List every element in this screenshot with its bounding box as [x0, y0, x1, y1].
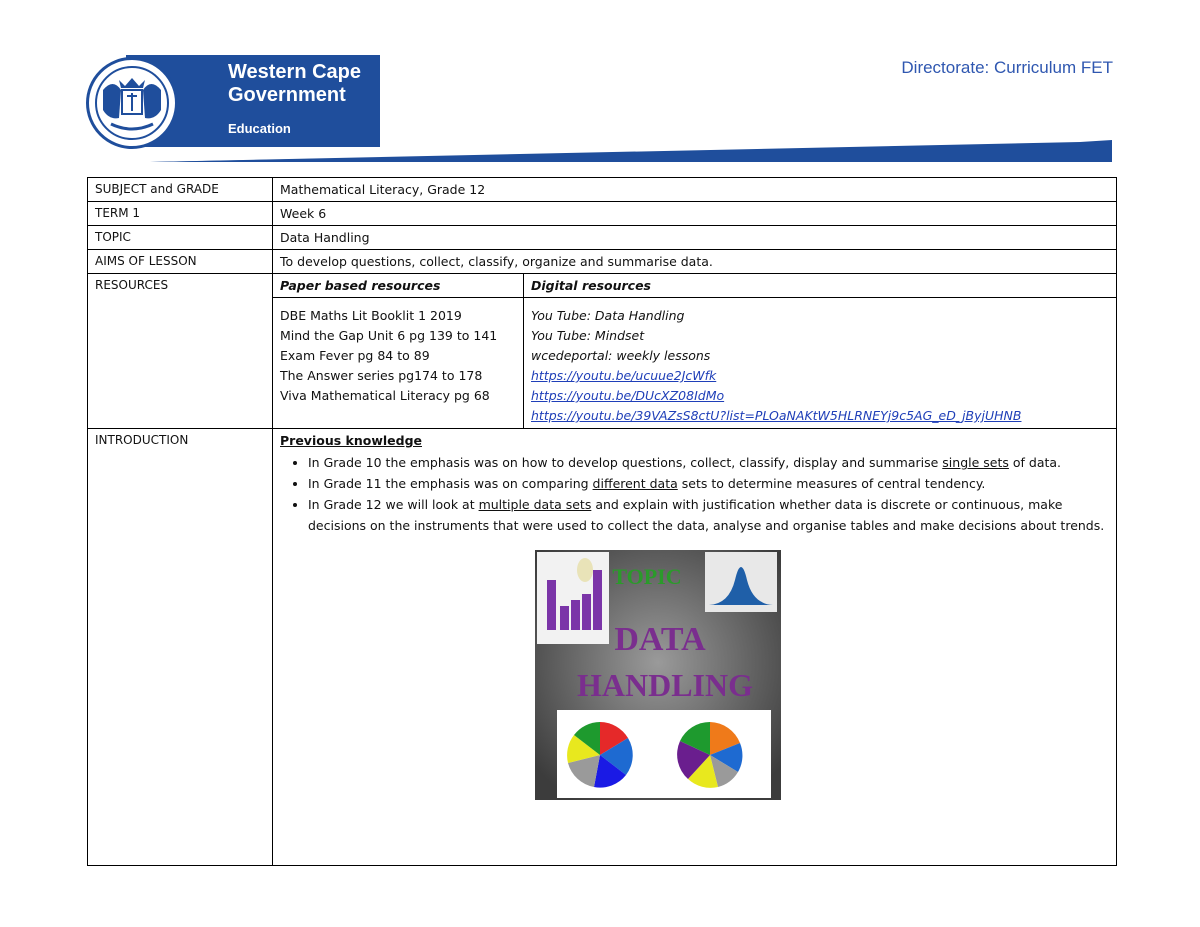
list-item: The Answer series pg174 to 178 — [280, 368, 483, 383]
list-item: Exam Fever pg 84 to 89 — [280, 348, 430, 363]
aims-value: To develop questions, collect, classify, organize and summarise data. — [273, 250, 1117, 274]
table-row — [88, 250, 1117, 274]
paper-resources-heading: Paper based resources — [273, 274, 524, 298]
handling-word: HANDLING — [576, 667, 754, 703]
list-item: You Tube: Data Handling — [531, 308, 685, 323]
intro-label: INTRODUCTION — [88, 429, 273, 866]
subject-label: SUBJECT and GRADE — [88, 178, 273, 202]
bar-chart-thumbnail — [537, 552, 609, 644]
list-item: DBE Maths Lit Booklit 1 2019 — [280, 308, 462, 323]
term-value: Week 6 — [273, 202, 1117, 226]
logo-subtitle: Education — [228, 121, 291, 136]
directorate-heading: Directorate: Curriculum FET — [901, 58, 1113, 77]
bullet-emphasis: single sets — [942, 455, 1009, 470]
header-swoosh — [150, 136, 1112, 164]
digital-resources-heading: Digital resources — [524, 274, 1117, 298]
intro-content — [273, 429, 1117, 866]
list-item — [308, 452, 1109, 473]
bullet-text: of data. — [1008, 455, 1062, 470]
paper-resources-list — [273, 298, 524, 429]
table-row — [88, 226, 1117, 250]
digital-resources-list — [524, 298, 1117, 429]
logo-title-line2: Government — [228, 84, 346, 106]
list-item: wcedeportal: weekly lessons — [531, 348, 711, 363]
normal-curve-thumbnail — [705, 552, 777, 612]
term-label: TERM 1 — [88, 202, 273, 226]
aims-label: AIMS OF LESSON — [88, 250, 273, 274]
list-item — [308, 494, 1109, 536]
logo-title — [228, 61, 361, 107]
bullet-text: In Grade 12 we will look at — [308, 497, 479, 512]
data-word: DATA — [614, 621, 706, 658]
list-item — [308, 473, 1109, 494]
wcg-logo — [86, 55, 380, 148]
bullet-emphasis: multiple data sets — [478, 497, 592, 512]
table-row — [88, 429, 1117, 866]
pie-charts-thumbnail — [557, 710, 771, 798]
intro-bullets — [280, 452, 1109, 536]
data-handling-topic-image — [535, 550, 781, 800]
lesson-plan-table — [87, 177, 1117, 866]
resources-label: RESOURCES — [88, 274, 273, 429]
youtube-link-2[interactable]: https://youtu.be/DUcXZ08IdMo — [531, 388, 725, 403]
logo-title-line1: Western Cape — [228, 61, 362, 83]
bullet-text: In Grade 10 the emphasis was on how to develop questions, collect, classify, display and summarise — [308, 455, 943, 470]
previous-knowledge-heading: Previous knowledge — [280, 433, 422, 448]
topic-label: TOPIC — [88, 226, 273, 250]
bullet-text: In Grade 11 the emphasis was on comparing — [308, 476, 593, 491]
table-row — [88, 178, 1117, 202]
bullet-text: sets to determine measures of central tendency. — [677, 476, 986, 491]
table-row — [88, 274, 1117, 298]
bullet-text: and explain with justification whether data is discrete or continuous, make decisions on the instruments that were used to collect the data, analyse and organise tables and make decisions about trends. — [308, 497, 1105, 533]
topic-value: Data Handling — [273, 226, 1117, 250]
youtube-link-3[interactable]: https://youtu.be/39VAZsS8ctU?list=PLOaNAKtW5HLRNEYj9c5AG_eD_jByjUHNB — [531, 408, 1022, 423]
list-item: Mind the Gap Unit 6 pg 139 to 141 — [280, 328, 498, 343]
list-item: Viva Mathematical Literacy pg 68 — [280, 388, 490, 403]
list-item: You Tube: Mindset — [531, 328, 645, 343]
topic-word: TOPIC — [612, 564, 682, 589]
subject-value: Mathematical Literacy, Grade 12 — [273, 178, 1117, 202]
table-row — [88, 202, 1117, 226]
youtube-link-1[interactable]: https://youtu.be/ucuue2JcWfk — [531, 368, 717, 383]
bullet-emphasis: different data — [592, 476, 678, 491]
